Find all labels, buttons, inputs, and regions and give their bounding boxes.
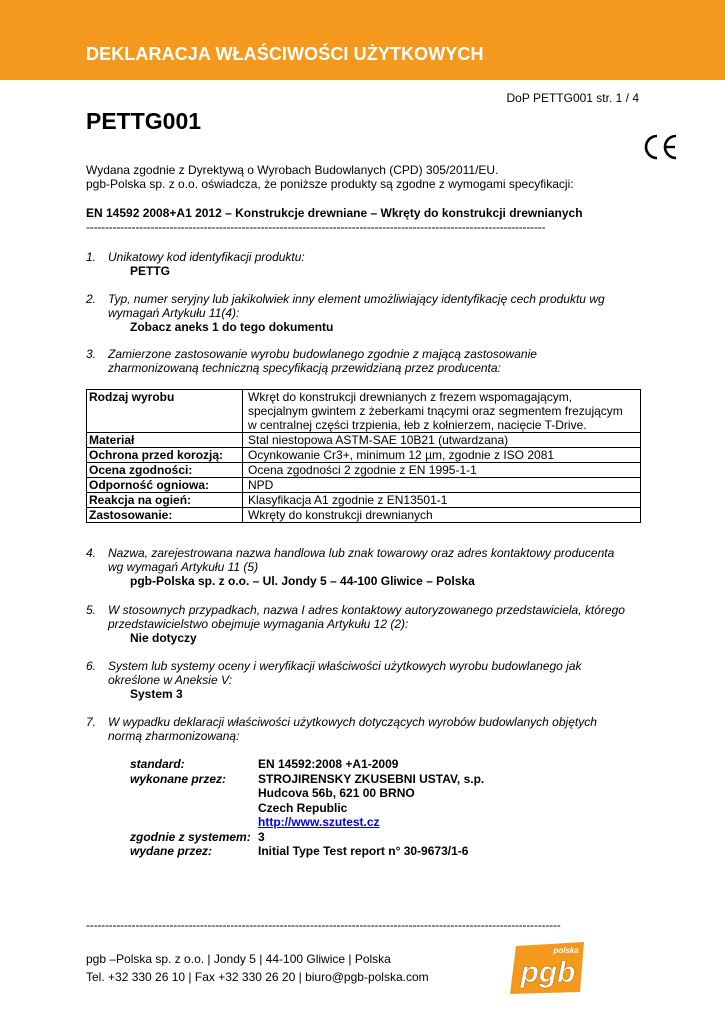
section-number: 5. [86,603,97,617]
table-value: NPD [243,478,641,493]
product-spec-table [86,389,641,523]
section-answer: System 3 [130,687,183,701]
section-2 [86,292,646,334]
section-4 [86,546,646,588]
table-value: Wkręty do konstrukcji drewnianych [243,508,641,523]
table-value: Ocynkowanie Cr3+, minimum 12 µm, zgodnie z ISO 2081 [243,448,641,463]
reference-value: EN 14592:2008 +A1-2009 [258,757,399,771]
reference-value: Hudcova 56b, 621 00 BRNO [258,786,415,800]
section-answer: Nie dotyczy [130,631,197,645]
footer [86,950,429,986]
test-lab-link[interactable]: http://www.szutest.cz [258,815,380,829]
reference-label: standard: [130,757,185,771]
document-title: DEKLARACJA WŁAŚCIWOŚCI UŻYTKOWYCH [86,44,484,64]
intro-line: pgb-Polska sp. z o.o. oświadcza, że poniższe produkty są zgodne z wymogami specyfikacji: [86,177,574,191]
reference-row [130,757,484,772]
section-question: W stosownych przypadkach, nazwa I adres kontaktowy autoryzowanego przedstawiciela, którego [108,603,625,617]
section-question: Nazwa, zarejestrowana nazwa handlowa lub znak towarowy oraz adres kontaktowy producenta [108,546,615,560]
svg-text:pgb: pgb [520,956,576,989]
table-row [87,433,641,448]
table-key: Rodzaj wyrobu [87,390,243,433]
section-question: normą zharmonizowaną: [108,729,240,743]
section-question: Unikatowy kod identyfikacji produktu: [108,250,305,264]
header-banner [0,0,725,80]
product-code-heading: PETTG001 [86,108,202,134]
pgb-logo-icon [508,940,588,996]
reference-row [130,801,484,816]
section-number: 4. [86,546,97,560]
section-6 [86,659,646,701]
section-answer: PETTG [130,264,171,278]
section-7 [86,715,646,743]
table-row [87,508,641,523]
section-question: System lub systemy oceny i weryfikacji właściwości użytkowych wyrobu budowlanego jak [108,659,582,673]
section-answer: Zobacz aneks 1 do tego dokumentu [130,320,334,334]
section-number: 7. [86,715,97,729]
table-key: Ochrona przed korozją: [87,448,243,463]
table-row [87,448,641,463]
section-number: 1. [86,250,97,264]
reference-value: Czech Republic [258,800,348,815]
intro [86,163,574,191]
ce-mark-icon [640,133,680,161]
section-question: Typ, numer seryjny lub jakikolwiek inny element umożliwiający identyfikację cech produktu wg [108,292,605,306]
section-question: wg wymagań Artykułu 11 (5) [108,560,259,574]
table-value: Klasyfikacja A1 zgodnie z EN13501-1 [243,493,641,508]
table-key: Odporność ogniowa: [87,478,243,493]
table-row [87,478,641,493]
section-question: zharmonizowaną techniczną specyfikacją przewidzianą przez producenta: [108,361,501,375]
section-question: określone w Aneksie V: [108,673,233,687]
reference-label: wydane przez: [130,844,213,858]
reference-value: STROJIRENSKY ZKUSEBNI USTAV, s.p. [258,771,485,786]
table-row [87,493,641,508]
reference-label: wykonane przez: [130,771,227,786]
intro-line: Wydana zgodnie z Dyrektywą o Wyrobach Budowlanych (CPD) 305/2011/EU. [86,163,499,177]
table-key: Materiał [87,433,243,448]
section-number: 2. [86,292,97,306]
footer-separator: ----------------------------------------------------------------------------------------------------------------------------- [86,918,561,932]
section-question: przedstawicielstwo obejmuje wymagania Artykułu 12 (2): [108,617,409,631]
reference-row [130,830,484,845]
test-reference [130,757,484,859]
section-5 [86,603,646,645]
footer-contact: Tel. +32 330 26 10 | Fax +32 330 26 20 | biuro@pgb-polska.com [86,970,429,984]
table-row [87,463,641,478]
reference-label: zgodnie z systemem: [130,829,251,844]
standard-line: EN 14592 2008+A1 2012 – Konstrukcje drewniane – Wkręty do konstrukcji drewnianych [86,206,583,220]
table-value-line: specjalnym gwintem z żeberkami tnącymi oraz segmentem frezującym [248,404,623,418]
table-value: Ocena zgodności 2 zgodnie z EN 1995-1-1 [243,463,641,478]
table-key: Ocena zgodności: [87,463,243,478]
reference-row [130,815,484,830]
separator: ------------------------------------------------------------------------------------------------------------------------- [86,220,546,234]
footer-address: pgb –Polska sp. z o.o. | Jondy 5 | 44-100 Gliwice | Polska [86,952,391,966]
svg-text:polska: polska [553,946,579,955]
page-reference: DoP PETTG001 str. 1 / 4 [506,91,639,105]
reference-value: 3 [258,829,265,844]
section-number: 6. [86,659,97,673]
section-1 [86,250,646,278]
table-value [243,390,641,433]
section-3 [86,347,646,375]
section-answer: pgb-Polska sp. z o.o. – Ul. Jondy 5 – 44-100 Gliwice – Polska [130,574,475,588]
section-question: wymagań Artykułu 11(4): [108,306,240,320]
table-value-line: Wkręt do konstrukcji drewnianych z frezem wspomagającym, [248,390,573,404]
reference-row [130,844,484,859]
table-row [87,390,641,433]
reference-row [130,786,484,801]
table-key: Zastosowanie: [87,508,243,523]
table-value: Stal niestopowa ASTM-SAE 10B21 (utwardzana) [243,433,641,448]
section-number: 3. [86,347,97,361]
reference-row [130,772,484,787]
reference-value: Initial Type Test report n° 30-9673/1-6 [258,844,469,858]
table-value-line: w centralnej części trzpienia, łeb z kołnierzem, nacięcie T-Drive. [248,418,587,432]
table-key: Reakcja na ogień: [87,493,243,508]
section-question: W wypadku deklaracji właściwości użytkowych dotyczących wyrobów budowlanych objętych [108,715,597,729]
section-question: Zamierzone zastosowanie wyrobu budowlanego zgodnie z mającą zastosowanie [108,347,537,361]
